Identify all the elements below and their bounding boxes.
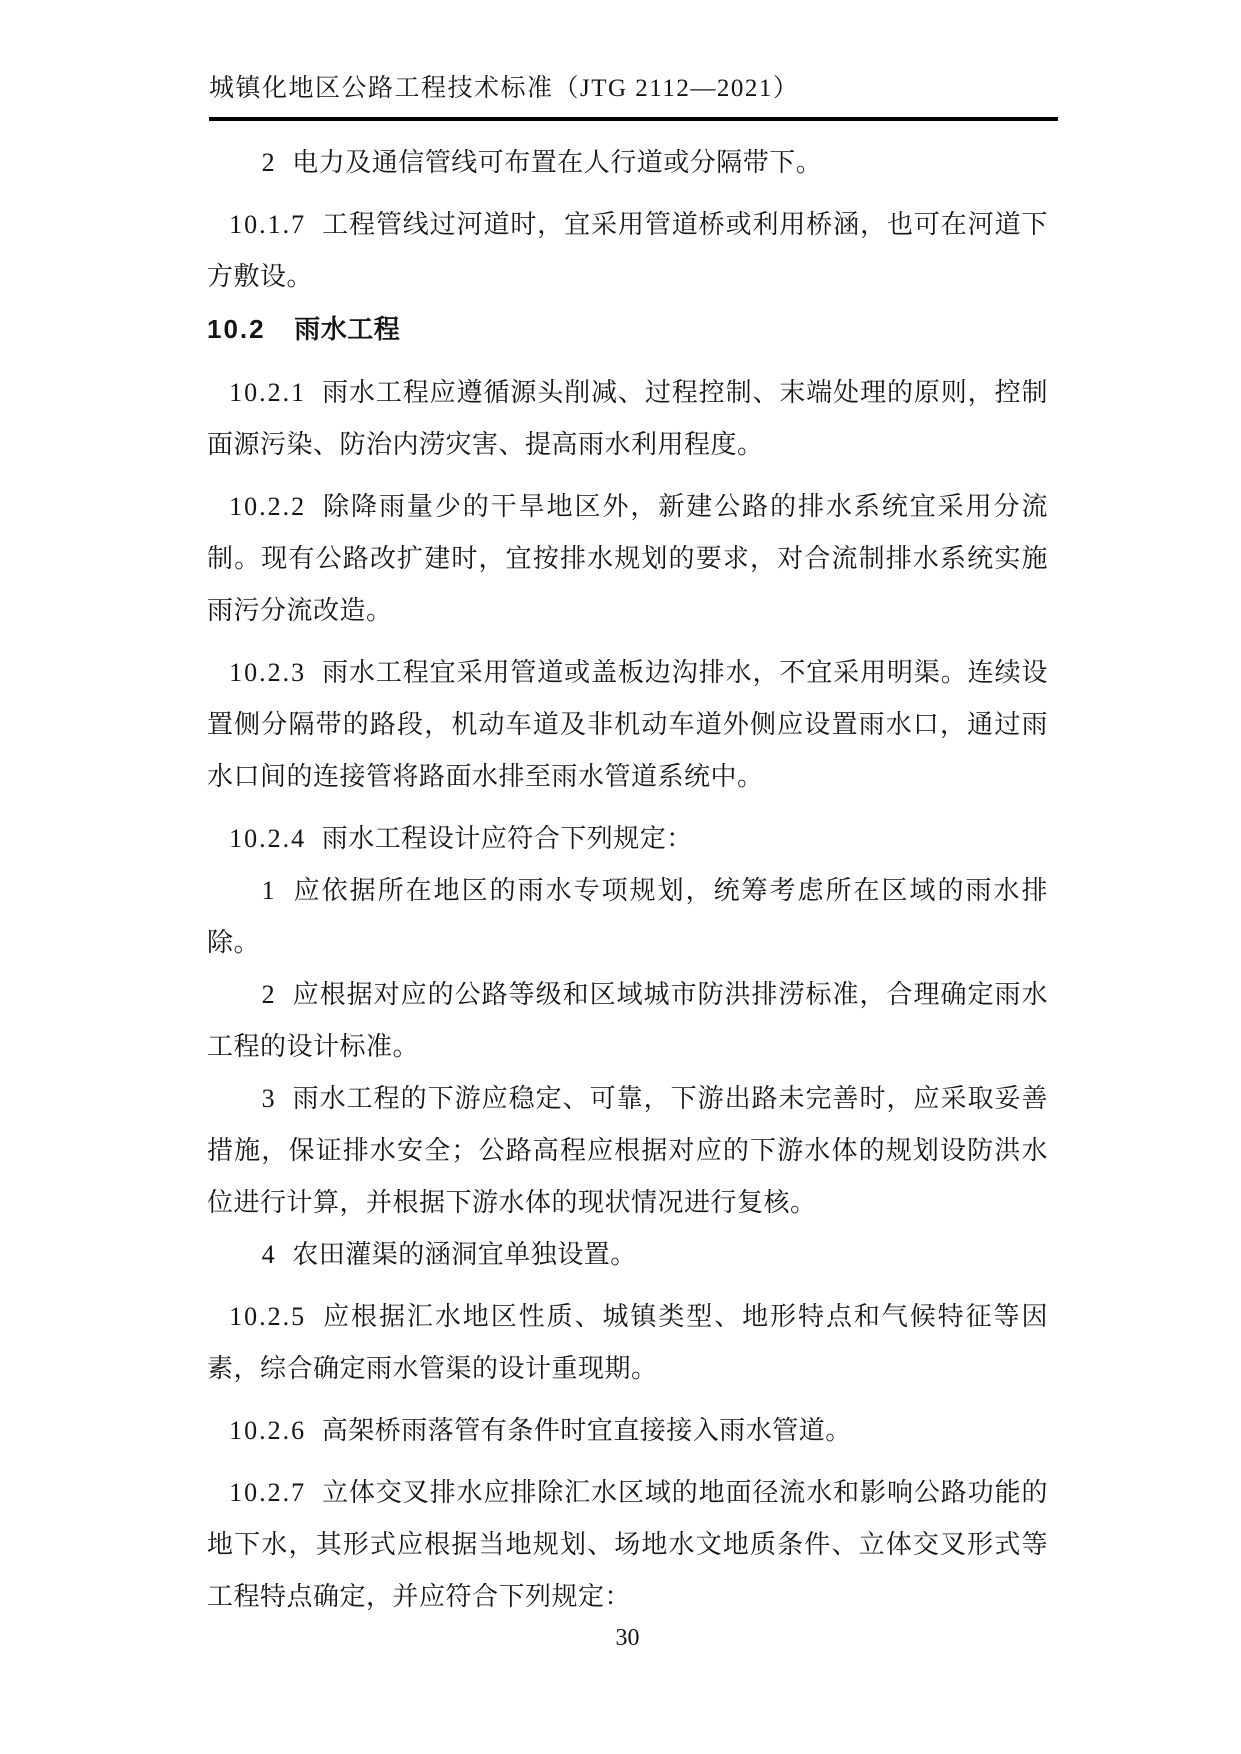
page-number: 30 — [615, 1625, 640, 1651]
list-item-text: 雨水工程的下游应稳定、可靠，下游出路未完善时，应采取妥善措施，保证排水安全；公路高程应根据对应的下游水体的规划设防洪水位进行计算，并根据下游水体的现状情况进行复核。 — [207, 1084, 1048, 1217]
clause-number: 10.1.7 — [229, 210, 307, 239]
running-header — [209, 74, 1058, 121]
clause-10-2-4-item-1 — [207, 865, 1048, 969]
clause-text: 立体交叉排水应排除汇水区域的地面径流水和影响公路功能的地下水，其形式应根据当地规划、场地水文地质条件、立体交叉形式等工程特点确定，并应符合下列规定： — [207, 1478, 1048, 1611]
clause-10-2-4-item-2 — [207, 969, 1048, 1073]
clause-10-2-1 — [207, 367, 1048, 471]
header-rule — [209, 117, 1058, 121]
page-footer — [207, 1620, 1048, 1656]
clause-text: 高架桥雨落管有条件时宜直接接入雨水管道。 — [321, 1416, 852, 1445]
clause-10-2-6 — [207, 1405, 1048, 1457]
clause-text: 雨水工程应遵循源头削减、过程控制、末端处理的原则，控制面源污染、防治内涝灾害、提高雨水利用程度。 — [207, 378, 1048, 459]
clause-text: 雨水工程宜采用管道或盖板边沟排水，不宜采用明渠。连续设置侧分隔带的路段，机动车道及非机动车道外侧应设置雨水口，通过雨水口间的连接管将路面水排至雨水管道系统中。 — [207, 658, 1048, 791]
clause-number: 10.2.6 — [229, 1416, 307, 1445]
list-item-number: 1 — [261, 876, 277, 905]
list-item-number: 3 — [261, 1084, 277, 1113]
list-item-number: 4 — [261, 1240, 277, 1269]
list-item-text: 应依据所在地区的雨水专项规划，统筹考虑所在区域的雨水排除。 — [207, 876, 1048, 957]
list-item-text: 农田灌渠的涵洞宜单独设置。 — [292, 1240, 637, 1269]
clause-10-2-4 — [207, 813, 1048, 865]
clause-number: 10.2.4 — [229, 824, 307, 853]
clause-number: 10.2.5 — [229, 1302, 307, 1331]
list-item-text: 应根据对应的公路等级和区域城市防洪排涝标准，合理确定雨水工程的设计标准。 — [207, 980, 1048, 1061]
clause-number: 10.2.3 — [229, 658, 307, 687]
list-item-electric-telecom — [207, 137, 1048, 189]
section-number: 10.2 — [207, 314, 266, 344]
clause-text: 雨水工程设计应符合下列规定： — [321, 824, 693, 853]
section-heading-10-2 — [207, 303, 1048, 355]
clause-number: 10.2.1 — [229, 378, 307, 407]
clause-10-2-4-item-3 — [207, 1073, 1048, 1229]
list-item-number: 2 — [261, 148, 277, 177]
clause-10-2-7 — [207, 1467, 1048, 1623]
clause-10-2-2 — [207, 481, 1048, 637]
clause-10-2-3 — [207, 647, 1048, 803]
clause-number: 10.2.7 — [229, 1478, 307, 1507]
clause-10-1-7 — [207, 199, 1048, 303]
list-item-text: 电力及通信管线可布置在人行道或分隔带下。 — [292, 148, 823, 177]
clause-text: 应根据汇水地区性质、城镇类型、地形特点和气候特征等因素，综合确定雨水管渠的设计重现期。 — [207, 1302, 1048, 1383]
clause-10-2-4-item-4 — [207, 1229, 1048, 1281]
page-body — [207, 137, 1048, 1623]
clause-text: 工程管线过河道时，宜采用管道桥或利用桥涵，也可在河道下方敷设。 — [207, 210, 1048, 291]
section-title: 雨水工程 — [294, 314, 401, 344]
list-item-number: 2 — [261, 980, 277, 1009]
clause-text: 除降雨量少的干旱地区外，新建公路的排水系统宜采用分流制。现有公路改扩建时，宜按排水规划的要求，对合流制排水系统实施雨污分流改造。 — [207, 492, 1048, 625]
header-title: 城镇化地区公路工程技术标准（JTG 2112—2021） — [209, 75, 800, 102]
clause-10-2-5 — [207, 1291, 1048, 1395]
clause-number: 10.2.2 — [229, 492, 307, 521]
